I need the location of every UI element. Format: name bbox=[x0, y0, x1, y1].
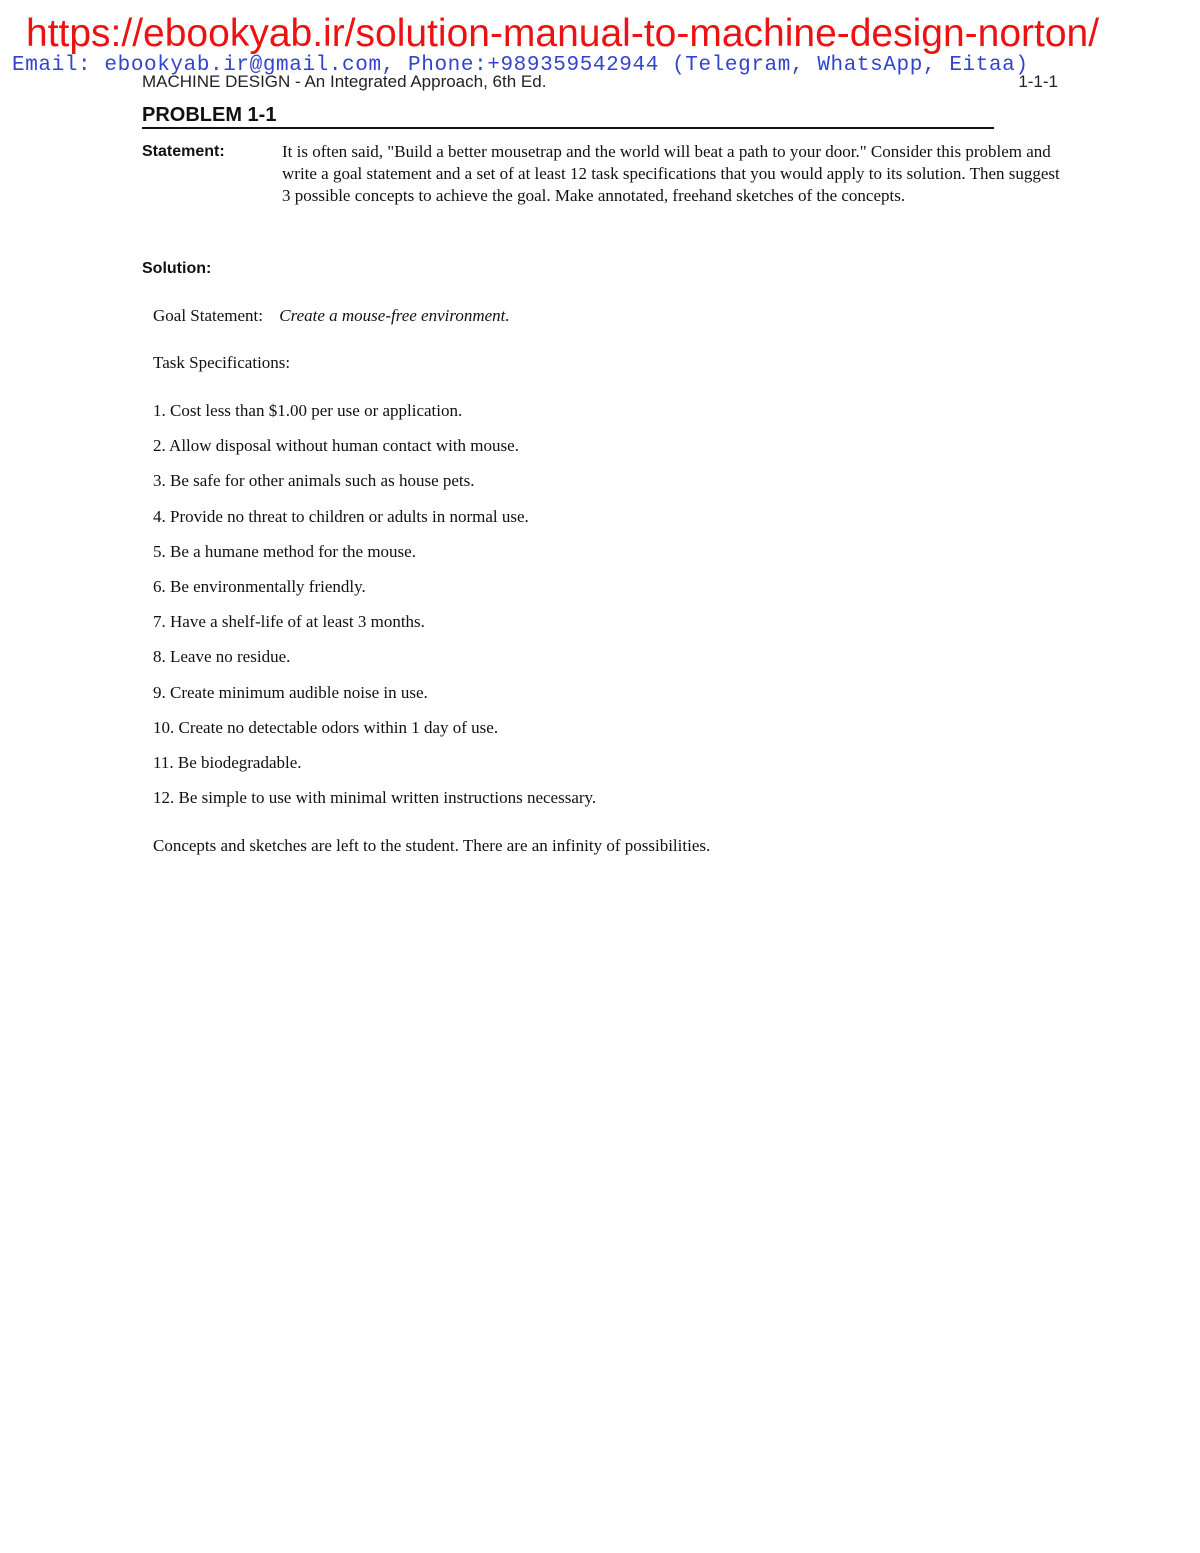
goal-label: Goal Statement: bbox=[153, 306, 264, 325]
list-item: 8. Leave no residue. bbox=[153, 647, 291, 667]
contact-watermark: Email: ebookyab.ir@gmail.com, Phone:+989359542944 (Telegram, WhatsApp, Eitaa) bbox=[12, 54, 1029, 77]
statement-text: It is often said, "Build a better mousetrap and the world will beat a path to your door." Consider this problem and write a goal statement and a set of at least 12 task specifications that you would apply to its solution. Then suggest 3 possible concepts to achieve the goal. Make annotated, freehand sketches of the concepts. bbox=[282, 142, 1060, 205]
source-url-watermark: https://ebookyab.ir/solution-manual-to-machine-design-norton/ bbox=[26, 12, 1100, 55]
running-header bbox=[142, 72, 1058, 92]
goal-statement bbox=[153, 306, 510, 326]
list-item: 3. Be safe for other animals such as house pets. bbox=[153, 471, 475, 491]
list-item: 5. Be a humane method for the mouse. bbox=[153, 541, 416, 561]
list-item: 10. Create no detectable odors within 1 day of use. bbox=[153, 717, 499, 737]
list-item: 7. Have a shelf-life of at least 3 months. bbox=[153, 612, 425, 632]
list-item: 1. Cost less than $1.00 per use or application. bbox=[153, 401, 463, 420]
problem-title: PROBLEM 1-1 bbox=[142, 103, 994, 129]
solution-label: Solution: bbox=[142, 260, 212, 277]
book-title: MACHINE DESIGN - An Integrated Approach, 6th Ed. bbox=[142, 72, 547, 91]
list-item: 9. Create minimum audible noise in use. bbox=[153, 682, 428, 702]
statement-label: Statement: bbox=[142, 143, 225, 160]
list-item: 11. Be biodegradable. bbox=[153, 752, 302, 772]
list-item: 2. Allow disposal without human contact with mouse. bbox=[153, 436, 519, 456]
task-list bbox=[153, 400, 596, 822]
conclusion-text: Concepts and sketches are left to the student. There are an infinity of possibilities. bbox=[153, 836, 711, 855]
list-item: 4. Provide no threat to children or adults in normal use. bbox=[153, 506, 529, 526]
list-item: 12. Be simple to use with minimal written instructions necessary. bbox=[153, 788, 597, 808]
list-item: 6. Be environmentally friendly. bbox=[153, 576, 366, 596]
page-number: 1-1-1 bbox=[1018, 72, 1058, 91]
task-specifications-heading: Task Specifications: bbox=[153, 353, 291, 372]
goal-value: Create a mouse-free environment. bbox=[279, 306, 510, 325]
